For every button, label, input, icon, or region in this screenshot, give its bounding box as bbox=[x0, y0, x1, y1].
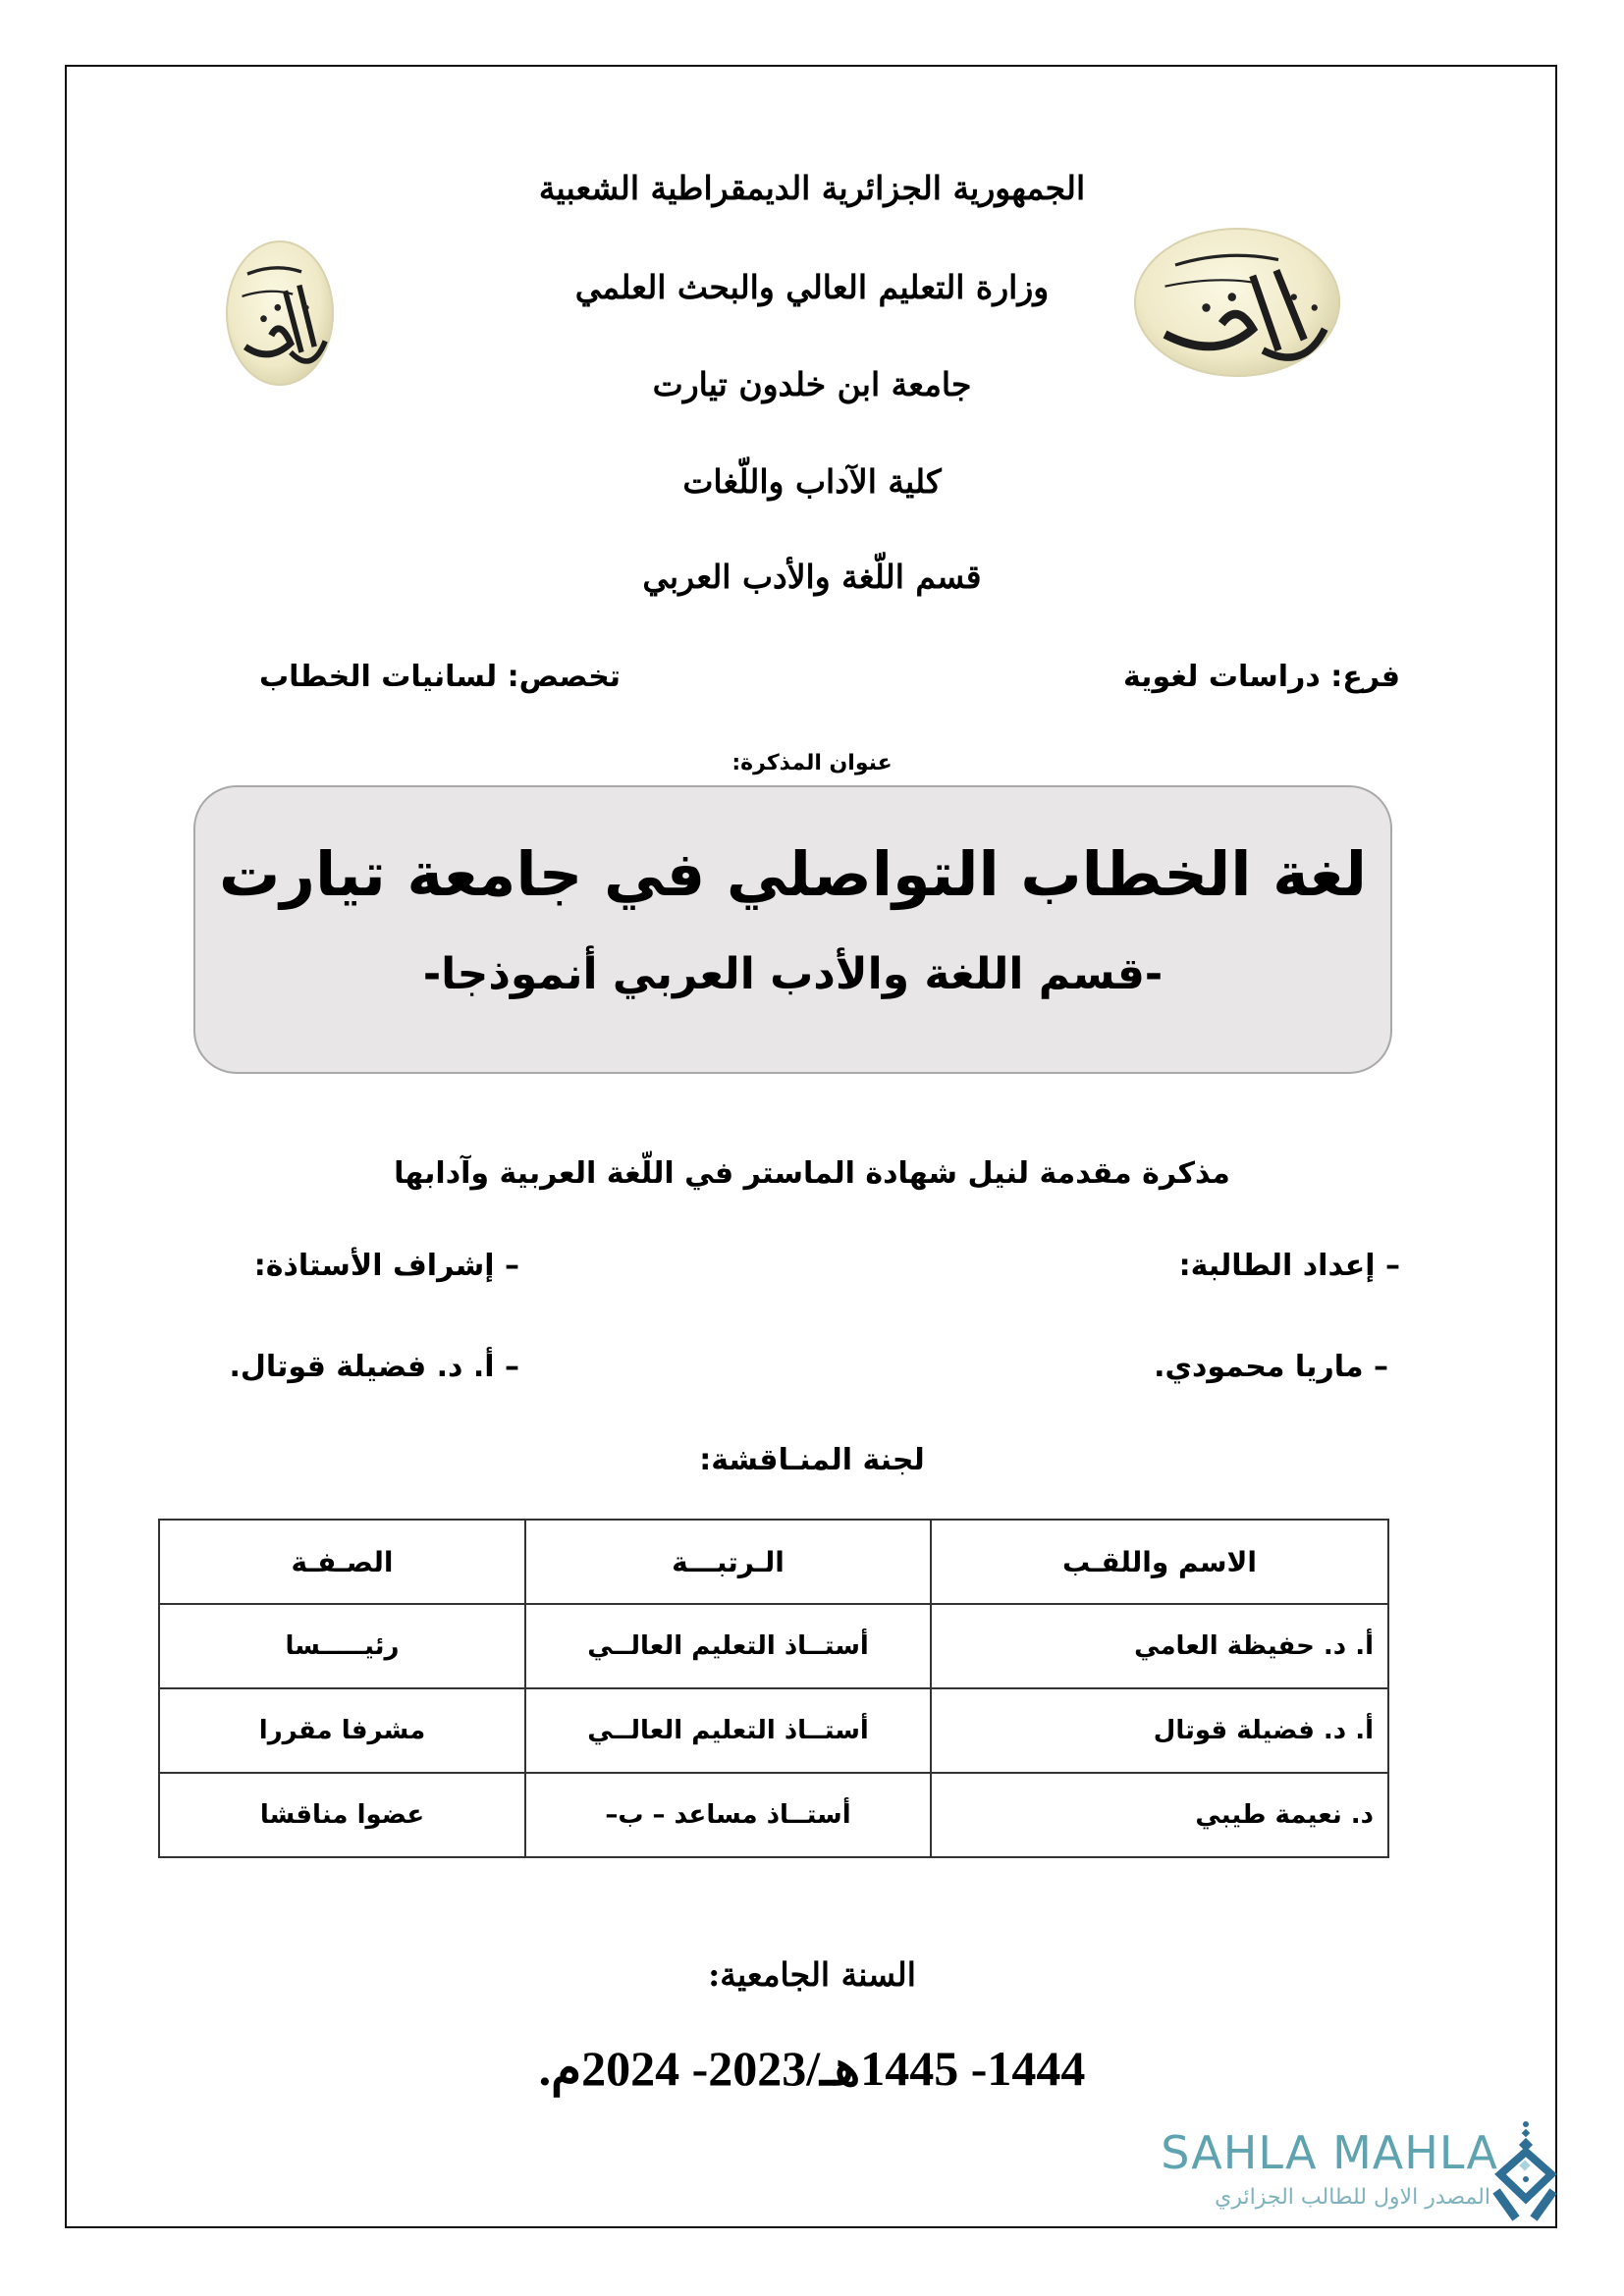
member-rank: أستــاذ التعليم العالــي bbox=[525, 1604, 931, 1688]
thesis-title-label: عنوان المذكرة: bbox=[731, 751, 893, 775]
department-heading: قسم اللّغة والأدب العربي bbox=[642, 558, 982, 596]
member-rank: أستــاذ التعليم العالــي bbox=[525, 1688, 931, 1773]
committee-table bbox=[158, 1519, 1389, 1858]
table-row bbox=[159, 1604, 1388, 1688]
member-role: عضوا مناقشا bbox=[159, 1773, 525, 1857]
thesis-subtitle: -قسم اللغة والأدب العربي أنموذجا- bbox=[422, 949, 1164, 999]
university-seal-left-icon bbox=[226, 240, 334, 386]
branch-label: فرع: دراسات لغوية bbox=[1122, 660, 1400, 694]
member-name: د. نعيمة طيبي bbox=[931, 1773, 1388, 1857]
column-header-name: الاسم واللقـب bbox=[931, 1520, 1388, 1604]
student-name: – ماريا محمودي. bbox=[1154, 1350, 1388, 1384]
watermark-tagline: المصدر الاول للطالب الجزائري bbox=[1215, 2185, 1490, 2210]
member-rank: أستــاذ مساعد – ب– bbox=[525, 1773, 931, 1857]
supervisor-name: – أ. د. فضيلة قوتال. bbox=[229, 1350, 519, 1384]
sahla-mahla-watermark bbox=[1129, 2120, 1557, 2228]
supervisor-label: – إشراف الأستاذة: bbox=[253, 1249, 519, 1283]
member-name: أ. د. فضيلة قوتال bbox=[931, 1688, 1388, 1773]
specialty-label: تخصص: لسانيات الخطاب bbox=[258, 660, 621, 694]
watermark-brand: SAHLA MAHLA bbox=[1161, 2126, 1498, 2179]
member-name: أ. د. حفيظة العامي bbox=[931, 1604, 1388, 1688]
table-row bbox=[159, 1688, 1388, 1773]
thesis-purpose: مذكرة مقدمة لنيل شهادة الماستر في اللّغة العربية وآدابها bbox=[394, 1156, 1230, 1191]
committee-label: لجنة المنـاقشة: bbox=[699, 1443, 925, 1477]
member-role: رئيـــــسا bbox=[159, 1604, 525, 1688]
table-row bbox=[159, 1773, 1388, 1857]
column-header-rank: الـرتبـــة bbox=[525, 1520, 931, 1604]
republic-heading: الجمهورية الجزائرية الديمقراطية الشعبية bbox=[538, 169, 1086, 207]
thesis-title: لغة الخطاب التواصلي في جامعة تيارت bbox=[218, 838, 1368, 910]
committee-header-row bbox=[159, 1520, 1388, 1604]
academic-year-value: 1444- 1445هـ/2023- 2024م. bbox=[538, 2041, 1086, 2096]
thesis-title-box bbox=[193, 785, 1392, 1074]
university-heading: جامعة ابن خلدون تيارت bbox=[652, 365, 972, 403]
academic-year-label: السنة الجامعية: bbox=[708, 1955, 916, 1994]
ministry-heading: وزارة التعليم العالي والبحث العلمي bbox=[574, 268, 1050, 306]
faculty-heading: كلية الآداب واللّغات bbox=[682, 462, 942, 501]
column-header-role: الصـفـة bbox=[159, 1520, 525, 1604]
member-role: مشرفا مقررا bbox=[159, 1688, 525, 1773]
student-label: – إعداد الطالبة: bbox=[1178, 1249, 1400, 1283]
sahla-mahla-logo-icon bbox=[1489, 2120, 1557, 2228]
